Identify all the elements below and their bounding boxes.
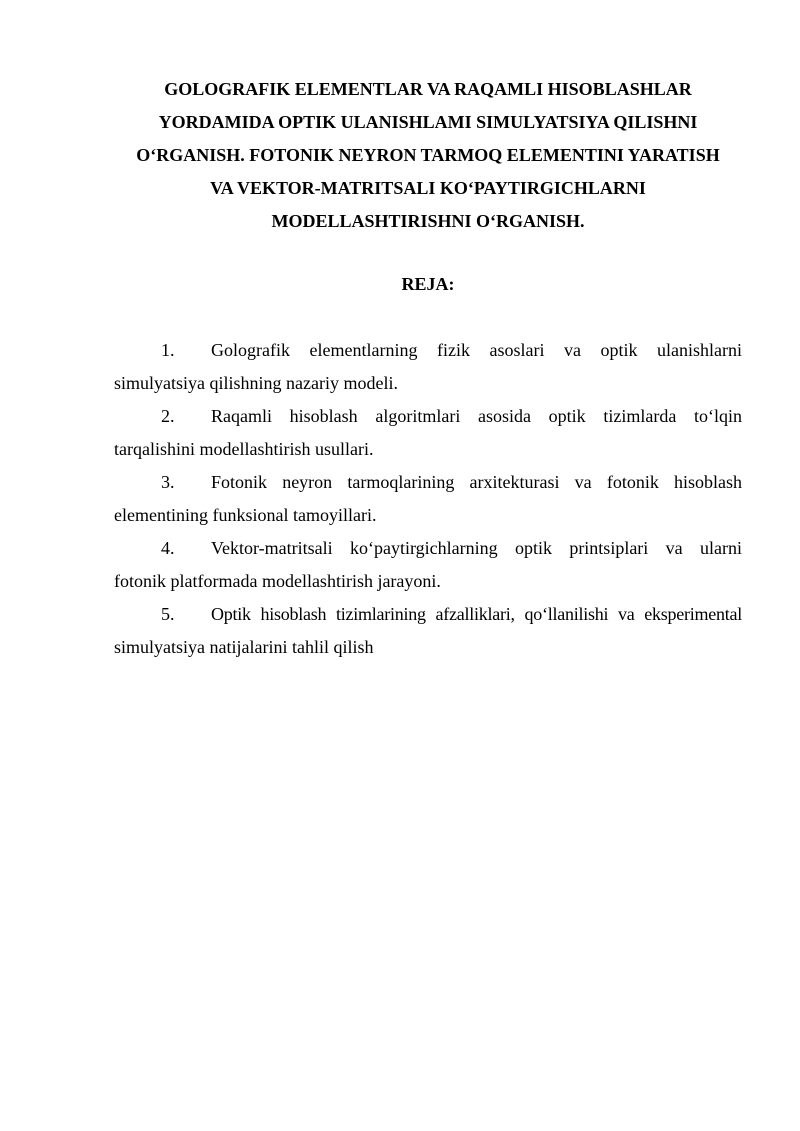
plan-item (114, 532, 742, 598)
plan-item-text-continued: simulyatsiya qilishning nazariy modeli. (114, 373, 398, 393)
plan-item-text-continued: elementining funksional tamoyillari. (114, 505, 377, 525)
plan-item (114, 334, 742, 400)
plan-item-text: Optik hisoblash tizimlarining afzalliklari, qo‘llanilishi va eksperimental (211, 604, 742, 624)
plan-heading: REJA: (401, 274, 455, 294)
title-line: VA VEKTOR-MATRITSALI KO‘PAYTIRGICHLARNI (210, 178, 646, 198)
plan-item-number: 4. (161, 538, 175, 558)
plan-item-text: Raqamli hisoblash algoritmlari asosida optik tizimlarda to‘lqin (211, 406, 742, 426)
plan-item-text-continued: tarqalishini modellashtirish usullari. (114, 439, 374, 459)
plan-item-text-continued: fotonik platformada modellashtirish jarayoni. (114, 571, 441, 591)
plan-item-number: 1. (161, 340, 175, 360)
plan-item-text: Fotonik neyron tarmoqlarining arxitekturasi va fotonik hisoblash (211, 472, 742, 492)
plan-item-text: Golografik elementlarning fizik asoslari va optik ulanishlarni (211, 340, 742, 360)
title-line: GOLOGRAFIK ELEMENTLAR VA RAQAMLI HISOBLASHLAR (164, 79, 692, 99)
title-line: YORDAMIDA OPTIK ULANISHLAMI SIMULYATSIYA QILISHNI (158, 112, 698, 132)
plan-item (114, 598, 742, 664)
title-line: O‘RGANISH. FOTONIK NEYRON TARMOQ ELEMENTINI YARATISH (136, 145, 720, 165)
plan-item-number: 3. (161, 472, 175, 492)
plan-item (114, 466, 742, 532)
plan-item-number: 2. (161, 406, 175, 426)
document-title (114, 73, 742, 238)
plan-item-text-continued: simulyatsiya natijalarini tahlil qilish (114, 637, 374, 657)
plan-list (114, 334, 742, 664)
plan-item-number: 5. (161, 604, 175, 624)
plan-item (114, 400, 742, 466)
title-line: MODELLASHTIRISHNI O‘RGANISH. (271, 211, 585, 231)
plan-item-text: Vektor-matritsali ko‘paytirgichlarning optik printsiplari va ularni (211, 538, 742, 558)
